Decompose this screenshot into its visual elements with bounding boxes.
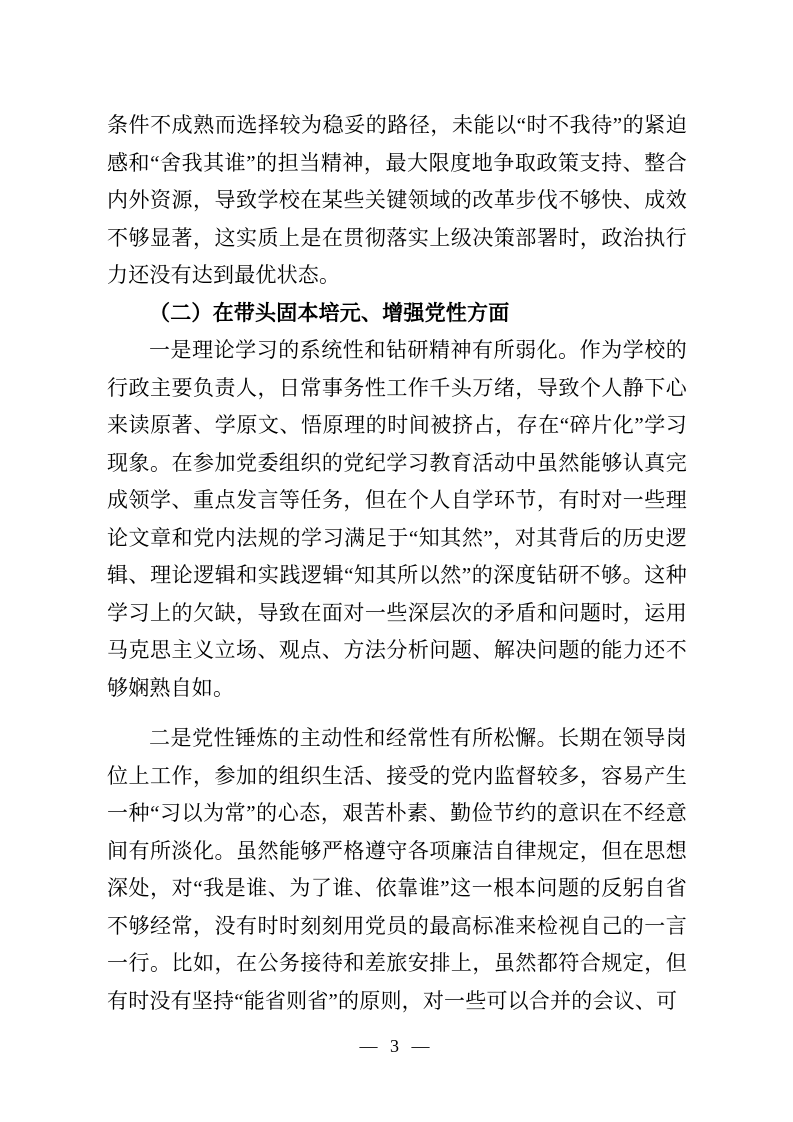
page-footer xyxy=(0,1036,793,1057)
paragraph-point-one: 一是理论学习的系统性和钻研精神有所弱化。作为学校的行政主要负责人，日常事务性工作千头万绪，导致个人静下心来读原著、学原文、悟原理的时间被挤占，存在“碎片化”学习现象。在参加党委组织的党纪学习教育活动中虽然能够认真完成领学、重点发言等任务，但在个人自学环节，有时对一些理论文章和党内法规的学习满足于“知其然”，对其背后的历史逻辑、理论逻辑和实践逻辑“知其所以然”的深度钻研不够。这种学习上的欠缺，导致在面对一些深层次的矛盾和问题时，运用马克思主义立场、观点、方法分析问题、解决问题的能力还不够娴熟自如。 xyxy=(107,338,687,700)
section-heading: （二）在带头固本培元、增强党性方面 xyxy=(149,300,510,325)
paragraph-continuation: 条件不成熟而选择较为稳妥的路径，未能以“时不我待”的紧迫感和“舍我其谁”的担当精神，最大限度地争取政策支持、整合内外资源，导致学校在某些关键领域的改革步伐不够快、成效不够显著，这实质上是在贯彻落实上级决策部署时，政治执行力还没有达到最优状态。 xyxy=(107,113,687,287)
document-content xyxy=(107,107,687,1020)
page-number: — 3 — xyxy=(359,1036,434,1056)
paragraph-point-two: 二是党性锤炼的主动性和经常性有所松懈。长期在领导岗位上工作，参加的组织生活、接受的党内监督较多，容易产生一种“习以为常”的心态，艰苦朴素、勤俭节约的意识在不经意间有所淡化。虽然能够严格遵守各项廉洁自律规定，但在思想深处，对“我是谁、为了谁、依靠谁”这一根本问题的反躬自省不够经常，没有时时刻刻用党员的最高标准来检视自己的一言一行。比如，在公务接待和差旅安排上，虽然都符合规定，但有时没有坚持“能省则省”的原则，对一些可以合并的会议、可 xyxy=(107,726,687,1013)
